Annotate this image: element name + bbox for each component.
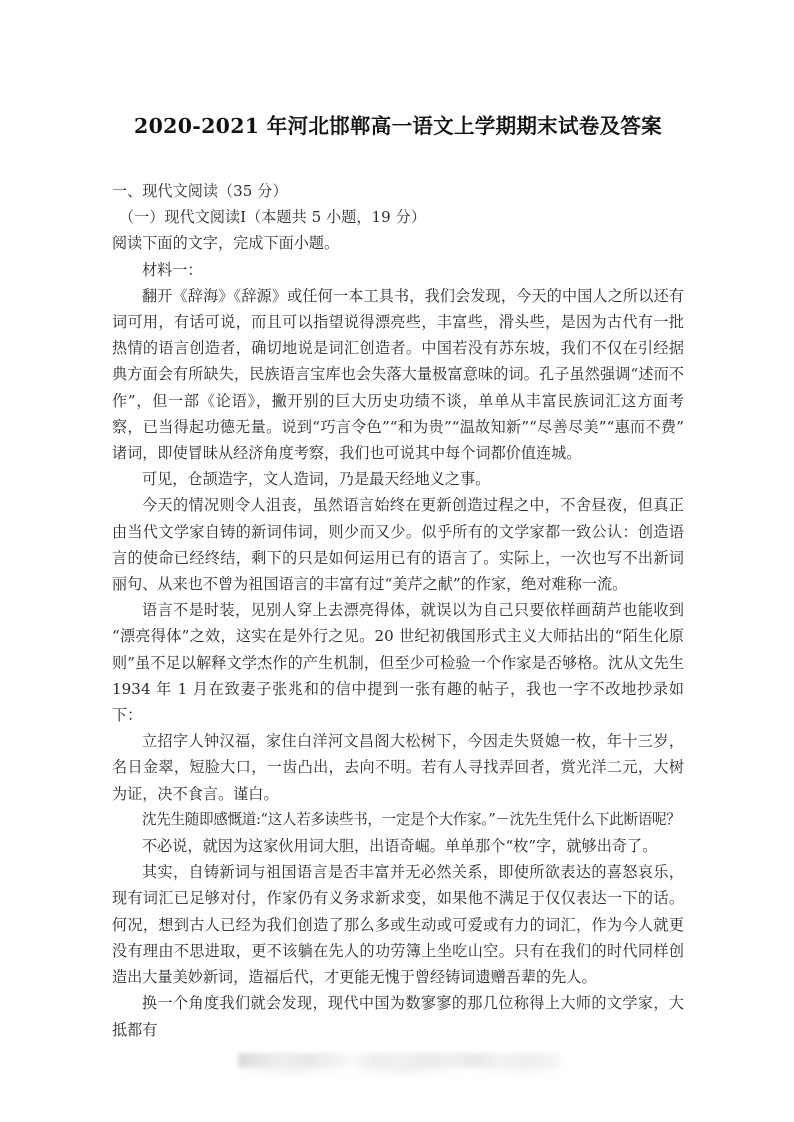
body-paragraph: 今天的情况则令人沮丧，虽然语言始终在更新创造过程之中，不舍昼夜，但真正由当代文学家自铸的新词伟词，则少而又少。似乎所有的文学家都一致公认：创造语言的使命已经终结，剩下的只是如何运用已有的语言了。实际上，一次也写不出新词丽句、从来也不曾为祖国语言的丰富有过“美芹之献”的作家，绝对难称一流。 [112,496,684,594]
reading-instruction: 阅读下面的文字，完成下面小题。 [112,234,340,253]
body-paragraph: 换一个角度我们就会发现，现代中国为数寥寥的那几位称得上大师的文学家，大抵都有 [112,994,684,1039]
body-paragraph: 不必说，就因为这家伙用词大胆，出语奇崛。单单那个“枚”字，就够出奇了。 [142,837,658,856]
quoted-notice-paragraph: 立招字人钟汉福，家住白洋河文昌阁大松树下，今因走失贤媳一枚，年十三岁，名日金翠，短脸大口，一齿凸出，去向不明。若有人寻找弄回者，赏光洋二元，大树为证，决不食言。谨白。 [112,732,684,803]
body-paragraph: 语言不是时装，见别人穿上去漂亮得体，就误以为自己只要依样画葫芦也能收到“漂亮得体”之效，这实在是外行之见。20 世纪初俄国形式主义大师拈出的“陌生化原则”虽不足以解释文学杰作的产生机制，但至少可检验一个作家是否够格。沈从文先生 1934 年 1 月在致妻子张兆和的信中提到一张有趣的帖子，我也一字不改地抄录如下： [112,601,684,725]
body-paragraph: 沈先生随即感慨道:“这人若多读些书，一定是个大作家。”－沈先生凭什么下此断语呢？ [142,810,681,828]
body-paragraph: 可见，仓颉造字，文人造词，乃是最天经地义之事。 [142,470,491,489]
document-body [112,178,684,1043]
body-paragraph: 翻开《辞海》《辞源》或任何一本工具书，我们会发现，今天的中国人之所以还有词可用，有话可说，而且可以指望说得漂亮些，丰富些，滑头些，是因为古代有一批热情的语言创造者，确切地说是词汇创造者。中国若没有苏东坡，我们不仅在引经据典方面会有所缺失，民族语言宝库也会失落大量极富意味的词。孔子虽然强调“述而不作”，但一部《论语》，撇开别的巨大历史功绩不谈，单单从丰富民族词汇这方面考察，已当得起功德无量。说到“巧言令色”“和为贵”“温故知新”“尽善尽美”“惠而不费”诸词，即使冒昧从经济角度考察，我们也可说其中每个词都价值连城。 [112,286,684,463]
section-heading-sub: （一）现代文阅读Ⅰ（本题共 5 小题，19 分） [119,208,426,227]
material-label: 材料一： [142,260,203,279]
page-title: 2020-2021 年河北邯郸高一语文上学期期末试卷及答案 [134,113,662,138]
blurred-watermark-bar [238,1053,560,1068]
body-paragraph: 其实，自铸新词与祖国语言是否丰富并无必然关系，即使所欲表达的喜怒哀乐，现有词汇已足够对付，作家仍有义务求新求变，如果他不满足于仅仅表达一下的话。何况，想到古人已经为我们创造了那么多或生动或可爱或有力的词汇，作为今人就更没有理由不思进取，更不该躺在先人的功劳簿上坐吃山空。只有在我们的时代同样创造出大量美妙新词，造福后代，才更能无愧于曾经铸词遗赠吾辈的先人。 [112,863,684,987]
section-heading-main: 一、现代文阅读（35 分） [112,182,288,200]
